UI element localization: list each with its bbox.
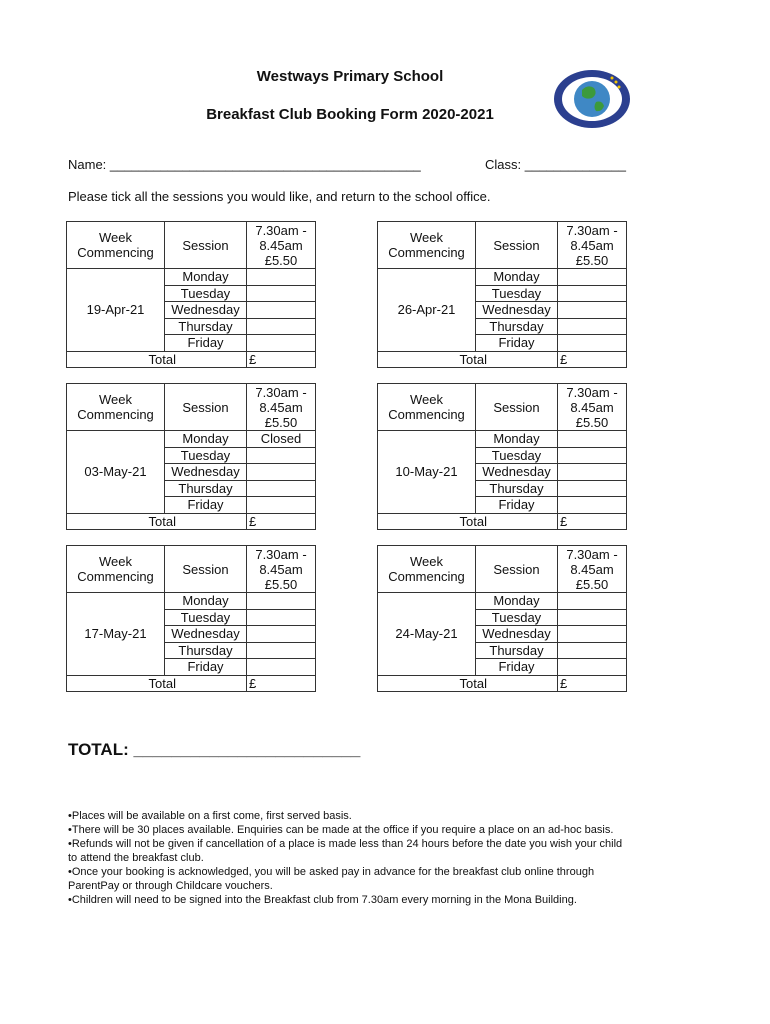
session-day: Thursday xyxy=(476,318,558,335)
price-header-line: 7.30am - xyxy=(566,222,618,238)
session-day: Wednesday xyxy=(165,626,247,643)
price-header-line: 7.30am - xyxy=(255,222,307,238)
session-day: Tuesday xyxy=(165,609,247,626)
price-header-line: 7.30am - xyxy=(255,384,307,400)
session-day: Wednesday xyxy=(476,302,558,319)
session-day: Friday xyxy=(476,335,558,352)
price-header xyxy=(558,546,627,593)
price-header-line: 8.45am xyxy=(259,561,303,577)
week-header xyxy=(378,222,476,269)
session-day: Monday xyxy=(165,269,247,286)
week-header-line: Commencing xyxy=(77,407,154,422)
session-day: Monday xyxy=(476,269,558,286)
price-header-line: £5.50 xyxy=(264,252,298,268)
session-header: Session xyxy=(476,546,558,593)
session-day: Monday xyxy=(165,593,247,610)
total-label-cell xyxy=(378,675,558,691)
session-tick-box[interactable] xyxy=(247,609,316,626)
price-header xyxy=(247,222,316,269)
session-tick-box[interactable] xyxy=(558,318,627,335)
school-logo xyxy=(552,68,632,130)
price-header-line: 8.45am xyxy=(570,237,614,253)
total-label: Total xyxy=(459,675,487,691)
price-header-line: 8.45am xyxy=(570,399,614,415)
session-tick-box[interactable] xyxy=(558,593,627,610)
session-tick-box[interactable] xyxy=(558,609,627,626)
session-day: Tuesday xyxy=(165,285,247,302)
price-header-line: £5.50 xyxy=(575,414,609,430)
session-tick-box[interactable] xyxy=(247,480,316,497)
booking-table xyxy=(66,221,316,368)
session-tick-box[interactable] xyxy=(558,642,627,659)
total-amount[interactable]: £ xyxy=(247,675,316,691)
week-header-line: Week xyxy=(99,230,132,245)
week-header-line: Commencing xyxy=(77,569,154,584)
total-label: Total xyxy=(148,351,176,367)
week-header-line: Week xyxy=(410,230,443,245)
total-label: Total xyxy=(148,675,176,691)
session-tick-box[interactable] xyxy=(558,335,627,352)
price-header-line: £5.50 xyxy=(575,576,609,592)
session-tick-box[interactable] xyxy=(247,285,316,302)
form-title: Breakfast Club Booking Form 2020-2021 xyxy=(206,106,494,123)
price-header xyxy=(247,384,316,431)
session-day: Friday xyxy=(165,659,247,676)
session-tick-box[interactable] xyxy=(247,302,316,319)
price-header xyxy=(558,384,627,431)
session-day: Wednesday xyxy=(476,626,558,643)
week-header xyxy=(378,546,476,593)
session-day: Friday xyxy=(476,497,558,514)
price-header-line: 7.30am - xyxy=(566,384,618,400)
booking-table xyxy=(377,545,627,692)
session-tick-box[interactable] xyxy=(247,318,316,335)
grand-total[interactable]: TOTAL: ________________________ xyxy=(68,740,361,759)
instruction-text: Please tick all the sessions you would like, and return to the school office. xyxy=(68,189,491,204)
session-tick-box[interactable] xyxy=(558,285,627,302)
booking-table xyxy=(66,383,316,530)
week-header-line: Commencing xyxy=(388,245,465,260)
week-header-line: Week xyxy=(410,554,443,569)
session-day: Thursday xyxy=(165,642,247,659)
session-tick-box[interactable] xyxy=(558,497,627,514)
session-day: Wednesday xyxy=(165,464,247,481)
week-header-line: Week xyxy=(99,392,132,407)
price-header-line: 8.45am xyxy=(570,561,614,577)
session-tick-box[interactable] xyxy=(558,431,627,448)
session-day: Monday xyxy=(476,593,558,610)
note-item: •There will be 30 places available. Enquiries can be made at the office if you require a place on an ad-hoc basis. xyxy=(68,824,614,836)
session-day: Monday xyxy=(476,431,558,448)
session-header: Session xyxy=(165,546,247,593)
session-day: Thursday xyxy=(165,480,247,497)
session-tick-box[interactable] xyxy=(247,626,316,643)
session-day: Wednesday xyxy=(165,302,247,319)
class-field[interactable]: Class: ______________ xyxy=(485,157,626,172)
name-field[interactable]: Name: ___________________________________________ xyxy=(68,157,421,172)
total-label-cell xyxy=(378,513,558,529)
session-tick-box[interactable] xyxy=(247,447,316,464)
session-tick-box[interactable] xyxy=(247,335,316,352)
total-amount[interactable]: £ xyxy=(558,675,627,691)
session-day: Tuesday xyxy=(476,447,558,464)
week-header xyxy=(378,384,476,431)
session-tick-box[interactable] xyxy=(558,302,627,319)
total-label-cell xyxy=(67,513,247,529)
session-tick-box[interactable]: Closed xyxy=(247,431,316,448)
week-date: 19-Apr-21 xyxy=(67,269,165,352)
week-header-line: Commencing xyxy=(77,245,154,260)
session-tick-box[interactable] xyxy=(247,497,316,514)
session-day: Monday xyxy=(165,431,247,448)
note-item: •Once your booking is acknowledged, you will be asked pay in advance for the breakfast club online through ParentPay or through Childcare vouchers. xyxy=(68,866,595,892)
session-header: Session xyxy=(476,384,558,431)
price-header-line: £5.50 xyxy=(575,252,609,268)
price-header-line: £5.50 xyxy=(264,576,298,592)
session-day: Thursday xyxy=(165,318,247,335)
session-tick-box[interactable] xyxy=(558,447,627,464)
session-tick-box[interactable] xyxy=(558,464,627,481)
session-tick-box[interactable] xyxy=(247,464,316,481)
session-day: Thursday xyxy=(476,642,558,659)
session-tick-box[interactable] xyxy=(247,593,316,610)
session-day: Tuesday xyxy=(165,447,247,464)
booking-table xyxy=(377,221,627,368)
week-date: 26-Apr-21 xyxy=(378,269,476,352)
total-amount[interactable]: £ xyxy=(247,513,316,529)
total-label: Total xyxy=(459,351,487,367)
session-day: Friday xyxy=(165,335,247,352)
school-name: Westways Primary School xyxy=(256,68,444,85)
booking-table xyxy=(66,545,316,692)
week-date: 17-May-21 xyxy=(67,593,165,676)
total-amount[interactable]: £ xyxy=(247,351,316,367)
session-day: Thursday xyxy=(476,480,558,497)
week-header-line: Week xyxy=(410,392,443,407)
price-header-line: 8.45am xyxy=(259,237,303,253)
week-date: 03-May-21 xyxy=(67,431,165,514)
session-tick-box[interactable] xyxy=(558,480,627,497)
note-item: •Children will need to be signed into the Breakfast club from 7.30am every morning in the Mona Building. xyxy=(68,894,577,906)
week-header xyxy=(67,546,165,593)
session-tick-box[interactable] xyxy=(558,269,627,286)
total-label-cell xyxy=(67,351,247,367)
session-header: Session xyxy=(476,222,558,269)
price-header-line: 7.30am - xyxy=(566,546,618,562)
note-item: •Refunds will not be given if cancellation of a place is made less than 24 hours before the date you wish your child to attend the breakfast club. xyxy=(68,838,623,864)
total-label-cell xyxy=(378,351,558,367)
total-label: Total xyxy=(148,513,176,529)
week-header xyxy=(67,384,165,431)
week-date: 10-May-21 xyxy=(378,431,476,514)
price-header-line: £5.50 xyxy=(264,414,298,430)
week-header-line: Commencing xyxy=(388,407,465,422)
session-tick-box[interactable] xyxy=(247,659,316,676)
session-tick-box[interactable] xyxy=(558,659,627,676)
session-day: Tuesday xyxy=(476,285,558,302)
session-day: Friday xyxy=(476,659,558,676)
total-label: Total xyxy=(459,513,487,529)
week-header-line: Commencing xyxy=(388,569,465,584)
booking-table xyxy=(377,383,627,530)
session-tick-box[interactable] xyxy=(247,269,316,286)
session-tick-box[interactable] xyxy=(247,642,316,659)
week-header-line: Week xyxy=(99,554,132,569)
note-item: •Places will be available on a first come, first served basis. xyxy=(68,810,352,822)
session-header: Session xyxy=(165,222,247,269)
week-header xyxy=(67,222,165,269)
session-tick-box[interactable] xyxy=(558,626,627,643)
session-day: Tuesday xyxy=(476,609,558,626)
week-date: 24-May-21 xyxy=(378,593,476,676)
price-header-line: 7.30am - xyxy=(255,546,307,562)
total-label-cell xyxy=(67,675,247,691)
session-day: Wednesday xyxy=(476,464,558,481)
price-header xyxy=(247,546,316,593)
total-amount[interactable]: £ xyxy=(558,351,627,367)
price-header-line: 8.45am xyxy=(259,399,303,415)
notes-list xyxy=(68,809,628,907)
price-header xyxy=(558,222,627,269)
total-amount[interactable]: £ xyxy=(558,513,627,529)
session-header: Session xyxy=(165,384,247,431)
session-day: Friday xyxy=(165,497,247,514)
